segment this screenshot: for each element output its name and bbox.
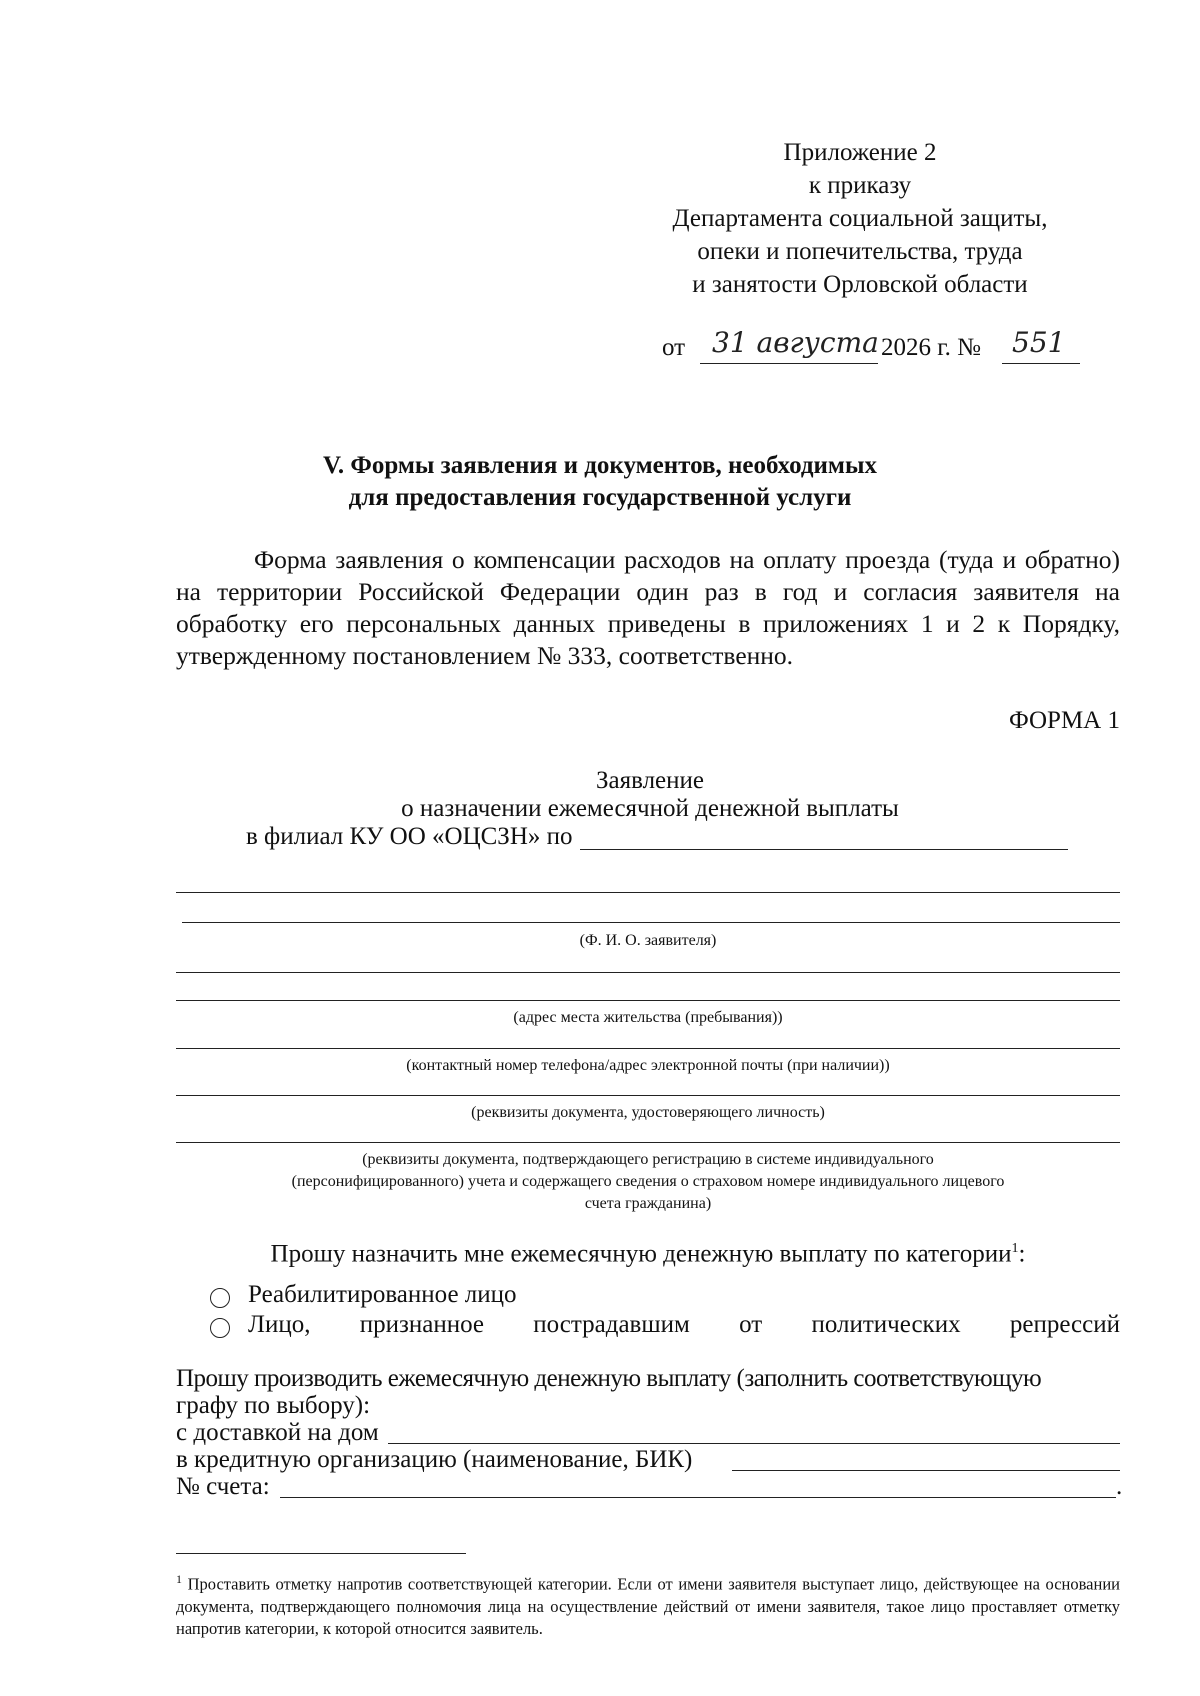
footnote-mark: 1: [176, 1572, 182, 1586]
branch-label: в филиал КУ ОО «ОЦСЗН» по: [246, 823, 573, 850]
option-radio-repressed[interactable]: [210, 1318, 230, 1338]
date-handwritten: 31 августа: [712, 326, 879, 359]
form-subtitle: о назначении ежемесячной денежной выплаты: [401, 795, 899, 822]
account-label: № счета:: [176, 1473, 270, 1500]
request-category: [176, 1234, 1120, 1269]
id-doc-field-line: [176, 1095, 1120, 1096]
caption-snils-2: (персонифицированного) учета и содержащего сведения о страховом номере индивидуального лицевого: [291, 1173, 1005, 1190]
footnote: [176, 1568, 1120, 1640]
appendix-line-5: и занятости Орловской области: [692, 271, 1028, 298]
intro-paragraph: Форма заявления о компенсации расходов на оплату проезда (туда и обратно) на территории Российской Федерации один раз в год и согласия заявителя на обработку его персональных данных приведены в приложениях 1 и 2 к Порядку, утвержденному постановлением № 333, соответственно.: [176, 545, 1120, 670]
footnote-separator: [176, 1553, 466, 1554]
appendix-line-1: Приложение 2: [783, 139, 937, 166]
home-delivery-label: с доставкой на дом: [176, 1419, 379, 1446]
number-handwritten: 551: [1012, 326, 1066, 359]
appendix-header: [600, 136, 1120, 301]
appendix-line-4: опеки и попечительства, труда: [697, 238, 1023, 265]
branch-field-line: [580, 849, 1068, 850]
footnote-text: Проставить отметку напротив соответствующей категории. Если от имени заявителя выступает лицо, действующее на основании документа, подтверждающего полномочия лица на осуществление действий от имени заявителя, такое лицо проставляет отметку напротив категории, к которой относится заявитель.: [176, 1574, 1120, 1638]
address-field-line-1: [176, 972, 1120, 973]
account-field-line[interactable]: [280, 1497, 1116, 1498]
caption-snils-1: (реквизиты документа, подтверждающего регистрацию в системе индивидуального: [362, 1151, 934, 1168]
section-title-line-1: V. Формы заявления и документов, необходимых: [323, 452, 877, 479]
form-label: ФОРМА 1: [1008, 707, 1120, 734]
option-label-repressed: Лицо, признанное пострадавшим от политических репрессий: [248, 1311, 1120, 1338]
caption-id-doc: (реквизиты документа, удостоверяющего личность): [471, 1104, 825, 1121]
payment-text-line-1: Прошу производить ежемесячную денежную выплату (заполнить соответствующую: [176, 1365, 1042, 1392]
caption-snils-3: счета гражданина): [584, 1195, 712, 1212]
caption-fio: (Ф. И. О. заявителя): [579, 932, 717, 949]
home-delivery-field-line[interactable]: [388, 1443, 1120, 1444]
request-footnote-mark: 1: [1011, 1241, 1019, 1256]
address-field-line-2: [176, 1000, 1120, 1001]
year-number-label: 2026 г. №: [881, 334, 982, 361]
option-label-rehabilitated: Реабилитированное лицо: [248, 1281, 517, 1308]
snils-field-line: [176, 1142, 1120, 1143]
account-end-dot: .: [1116, 1473, 1123, 1500]
appendix-line-2: к приказу: [808, 172, 912, 199]
request-category-text: Прошу назначить мне ежемесячную денежную выплату по категории: [270, 1240, 1012, 1268]
payment-text-line-2: графу по выбору):: [176, 1392, 371, 1419]
fio-field-line-1: [176, 892, 1120, 893]
appendix-line-3: Департамента социальной защиты,: [672, 205, 1048, 232]
caption-address: (адрес места жительства (пребывания)): [513, 1009, 783, 1026]
number-underline: [1002, 363, 1080, 364]
request-colon: :: [1018, 1240, 1026, 1268]
caption-contacts: (контактный номер телефона/адрес электронной почты (при наличии)): [406, 1057, 890, 1074]
fio-field-line-2: [182, 922, 1120, 923]
date-prefix: от: [662, 334, 686, 361]
date-underline: [700, 363, 878, 364]
contacts-field-line: [176, 1048, 1120, 1049]
form-title: Заявление: [595, 767, 705, 794]
option-radio-rehabilitated[interactable]: [210, 1288, 230, 1308]
credit-org-field-line[interactable]: [732, 1470, 1120, 1471]
credit-org-label: в кредитную организацию (наименование, БИК): [176, 1446, 693, 1473]
section-title-line-2: для предоставления государственной услуги: [348, 484, 852, 511]
